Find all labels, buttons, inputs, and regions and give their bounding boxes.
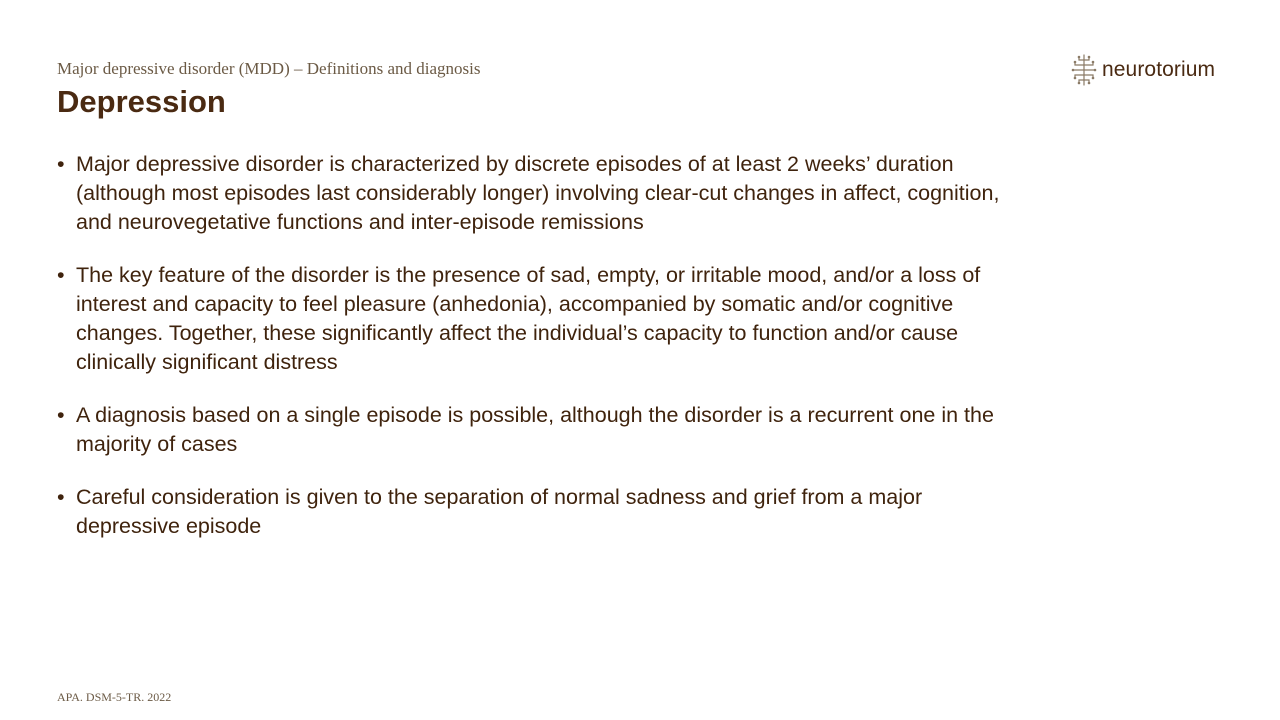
bullet-text: The key feature of the disorder is the presence of sad, empty, or irritable mood, and/or a loss of interest and capacity to feel pleasure (anhedonia), accompanied by somatic and/or cognitive changes. Together, these significantly affect the individual’s capacity to function and/or cause clinically significant distress (76, 263, 981, 374)
bullet-text: Major depressive disorder is characterized by discrete episodes of at least 2 weeks’ duration (although most episodes last considerably longer) involving clear-cut changes in affect, cognition, and neurovegetative functions and inter-episode remissions (76, 152, 1000, 234)
slide-title: Depression (57, 84, 226, 119)
reference-footer: APA. DSM-5-TR. 2022 (57, 690, 172, 704)
bullet-item (57, 150, 1032, 237)
neurotorium-logo (1071, 53, 1215, 87)
bullet-item (57, 261, 1032, 377)
brain-tree-icon (1071, 54, 1097, 86)
bullet-marker: • (57, 263, 65, 287)
bullet-text: Careful consideration is given to the separation of normal sadness and grief from a major depressive episode (76, 485, 923, 538)
slide-subtitle: Major depressive disorder (MDD) – Definitions and diagnosis (57, 59, 481, 78)
bullet-marker: • (57, 485, 65, 509)
bullet-item (57, 401, 1032, 459)
bullet-text: A diagnosis based on a single episode is possible, although the disorder is a recurrent one in the majority of cases (76, 403, 994, 456)
bullet-list (57, 150, 1032, 565)
bullet-marker: • (57, 152, 65, 176)
bullet-item (57, 483, 1032, 541)
bullet-marker: • (57, 403, 65, 427)
logo-wordmark: neurotorium (1102, 58, 1216, 81)
